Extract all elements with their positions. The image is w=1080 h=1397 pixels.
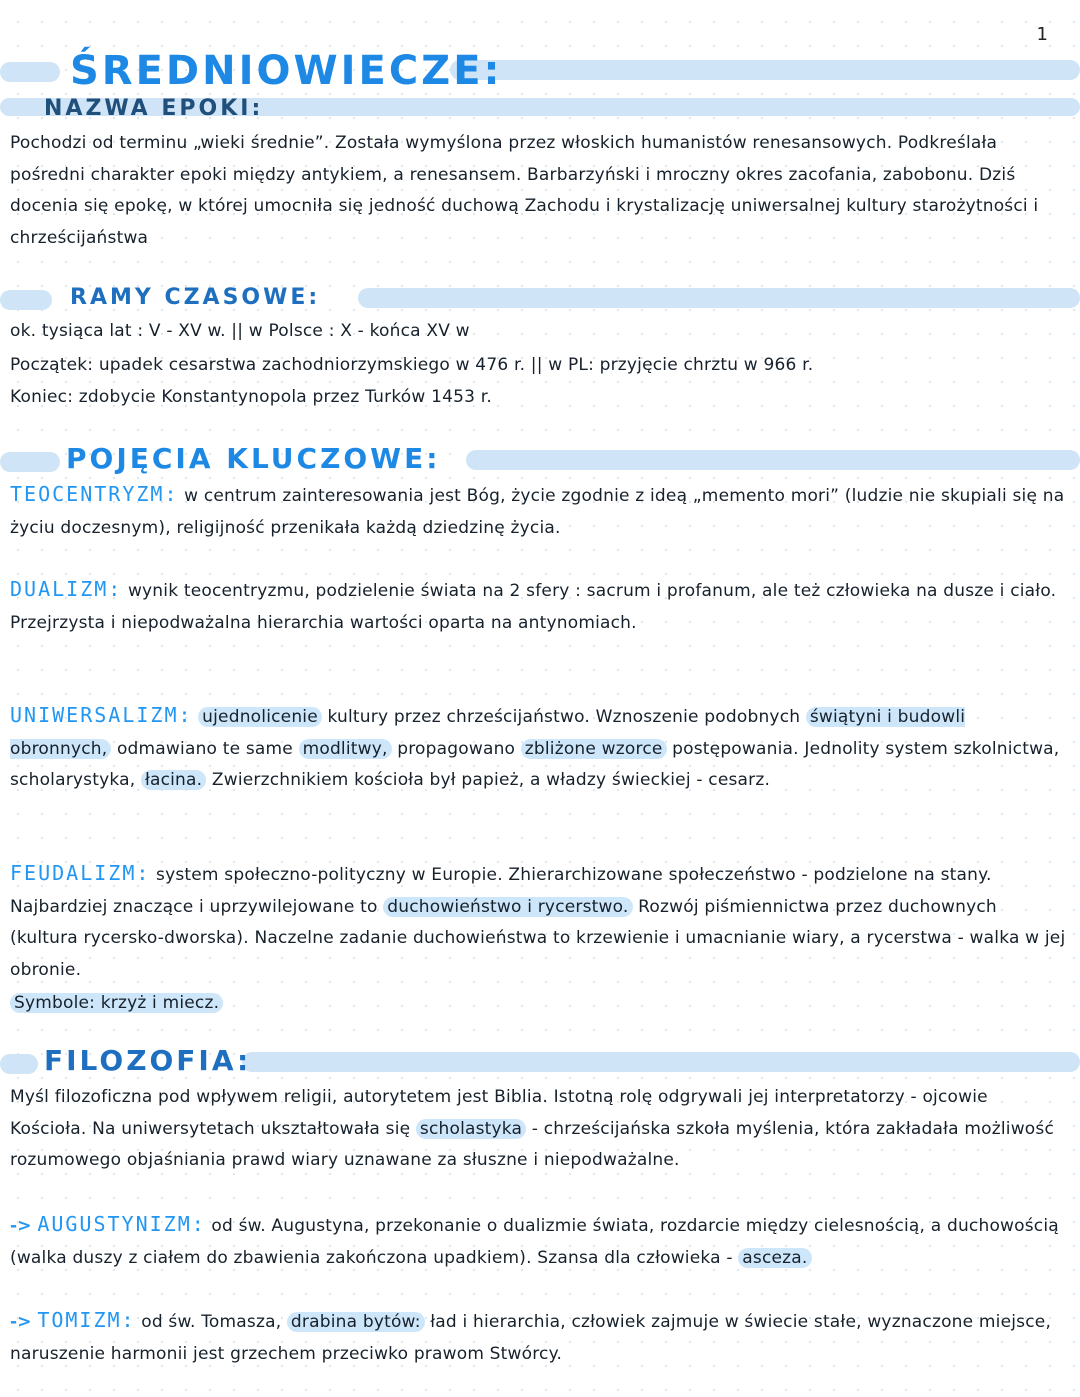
time-bar-right <box>358 288 1080 308</box>
feudalizm-symbols-line <box>10 988 1068 1020</box>
philosophy-bar-left <box>0 1054 38 1074</box>
feudalizm-block <box>10 858 1068 986</box>
time-line-2: Początek: upadek cesarstwa zachodniorzymskiego w 476 r. || w PL: przyjęcie chrztu w 966 r. <box>10 355 814 375</box>
augustynizm-text: od św. Augustyna, przekonanie o dualizmie świata, rozdarcie między cielesnością, a duchowością (walka duszy z ciałem do zbawienia zakończona upadkiem). Szansa dla człowieka - <box>10 1216 1059 1268</box>
philosophy-intro <box>10 1082 1068 1177</box>
title-bar-left <box>0 62 60 82</box>
dualizm-block <box>10 574 1068 639</box>
time-line-3: Koniec: zdobycie Konstantynopola przez Turków 1453 r. <box>10 387 492 407</box>
uniwersalizm-text-2: odmawiano te same <box>116 738 293 759</box>
concepts-bar-left <box>0 452 60 472</box>
tomizm-text-1: od św. Tomasza, <box>141 1312 282 1332</box>
teocentryzm-text: w centrum zainteresowania jest Bóg, życie zgodnie z ideą „memento mori” (ludzie nie skupiali się na życiu doczesnym), religijność przenikała każdą dziedzinę życia. <box>10 486 1065 538</box>
feudalizm-symbols: Symbole: krzyż i miecz. <box>10 993 223 1013</box>
augustynizm-mark: asceza. <box>738 1248 811 1268</box>
teocentryzm-block <box>10 479 1068 544</box>
augustynizm-block <box>10 1209 1068 1274</box>
philosophy-text-1: Myśl filozoficzna pod wpływem religii, autorytetem jest Biblia. Istotną rolę odgrywali jej interpretatorzy - ojcowie Kościoła. Na uniwersytetach ukształtowała się <box>10 1087 988 1139</box>
dualizm-term: DUALIZM: <box>10 577 123 601</box>
tomizm-text-2: ład i hierarchia, człowiek zajmuje w świecie stałe, wyznaczone miejsce, naruszenie harmonii jest grzechem przeciwko prawom Stwórcy. <box>10 1312 1052 1364</box>
heading-time: RAMY CZASOWE: <box>70 285 321 310</box>
uniwersalizm-block <box>10 700 1068 797</box>
tomizm-mark: drabina bytów: <box>287 1312 425 1332</box>
teocentryzm-term: TEOCENTRYZM: <box>10 482 179 506</box>
feudalizm-text-1: system społeczno-polityczny w Europie. Zhierarchizowane społeczeństwo - podzielone na stany. Najbardziej znaczące i uprzywilejowane to <box>10 865 992 917</box>
feudalizm-term: FEUDALIZM: <box>10 861 151 885</box>
time-bar-left <box>0 290 52 310</box>
uniwersalizm-mark-4: zbliżone wzorce <box>521 739 667 759</box>
uniwersalizm-mark-5: łacina. <box>141 770 206 790</box>
uniwersalizm-mark-1: ujednolicenie <box>198 707 322 727</box>
time-line-1: ok. tysiąca lat : V - XV w. || w Polsce : X - końca XV w <box>10 321 470 341</box>
tomizm-block <box>10 1305 1068 1370</box>
heading-philosophy: FILOZOFIA: <box>44 1044 252 1077</box>
name-text: Pochodzi od terminu „wieki średnie”. Została wymyślona przez włoskich humanistów renesansowych. Podkreślała pośredni charakter epoki między antykiem, a renesansem. Barbarzyński i mroczny okres zacofania, zabobonu. Dziś docenia się epokę, w której umocniła się jedność duchową Zachodu i krystalizację uniwersalnej kultury starożytności i chrześcijaństwa <box>10 133 1039 248</box>
uniwersalizm-text-3: propagowano <box>397 738 516 759</box>
uniwersalizm-mark-3: modlitwy, <box>299 739 392 759</box>
tomizm-arrow: -> <box>10 1312 32 1332</box>
page-number: 1 <box>1036 24 1048 45</box>
heading-name: NAZWA EPOKI: <box>44 96 264 121</box>
philosophy-bar-right <box>242 1052 1080 1072</box>
page-title: ŚREDNIOWIECZE: <box>70 48 503 94</box>
tomizm-term: TOMIZM: <box>37 1308 136 1332</box>
philosophy-mark-scholastyka: scholastyka <box>416 1119 526 1139</box>
uniwersalizm-text-5: Zwierzchnikiem kościoła był papież, a władzy świeckiej - cesarz. <box>211 770 771 790</box>
augustynizm-term: AUGUSTYNIZM: <box>37 1212 206 1236</box>
feudalizm-text-2: Rozwój piśmiennictwa przez duchownych (kultura rycersko-dworska). Naczelne zadanie duchowieństwa to krzewienie i umacnianie wiary, a rycerstwa - walka w jej obronie. <box>10 896 1066 980</box>
uniwersalizm-text-1: kultury przez chrześcijaństwo. Wznoszenie podobnych <box>327 707 801 727</box>
title-bar-right <box>450 60 1080 80</box>
heading-concepts: POJĘCIA KLUCZOWE: <box>66 442 441 475</box>
philosophy-text-2: - chrześcijańska szkoła myślenia, która zakładała możliwość rozumowego objaśniania prawd wiary uznawane za słuszne i niepodważalne. <box>10 1118 1055 1170</box>
uniwersalizm-term: UNIWERSALIZM: <box>10 703 193 727</box>
uniwersalizm-text-4: postępowania. Jednolity system szkolnictwa, scholarystyka, <box>10 738 1060 790</box>
uniwersalizm-mark-2: świątyni i budowli obronnych, <box>10 707 966 759</box>
augustynizm-arrow: -> <box>10 1216 32 1236</box>
concepts-bar-right <box>466 450 1080 470</box>
dualizm-text: wynik teocentryzmu, podzielenie świata na 2 sfery : sacrum i profanum, ale też człowieka na dusze i ciało. Przejrzysta i niepodważalna hierarchia wartości oparta na antynomiach. <box>10 581 1057 633</box>
feudalizm-mark-1: duchowieństwo i rycerstwo. <box>383 897 632 917</box>
